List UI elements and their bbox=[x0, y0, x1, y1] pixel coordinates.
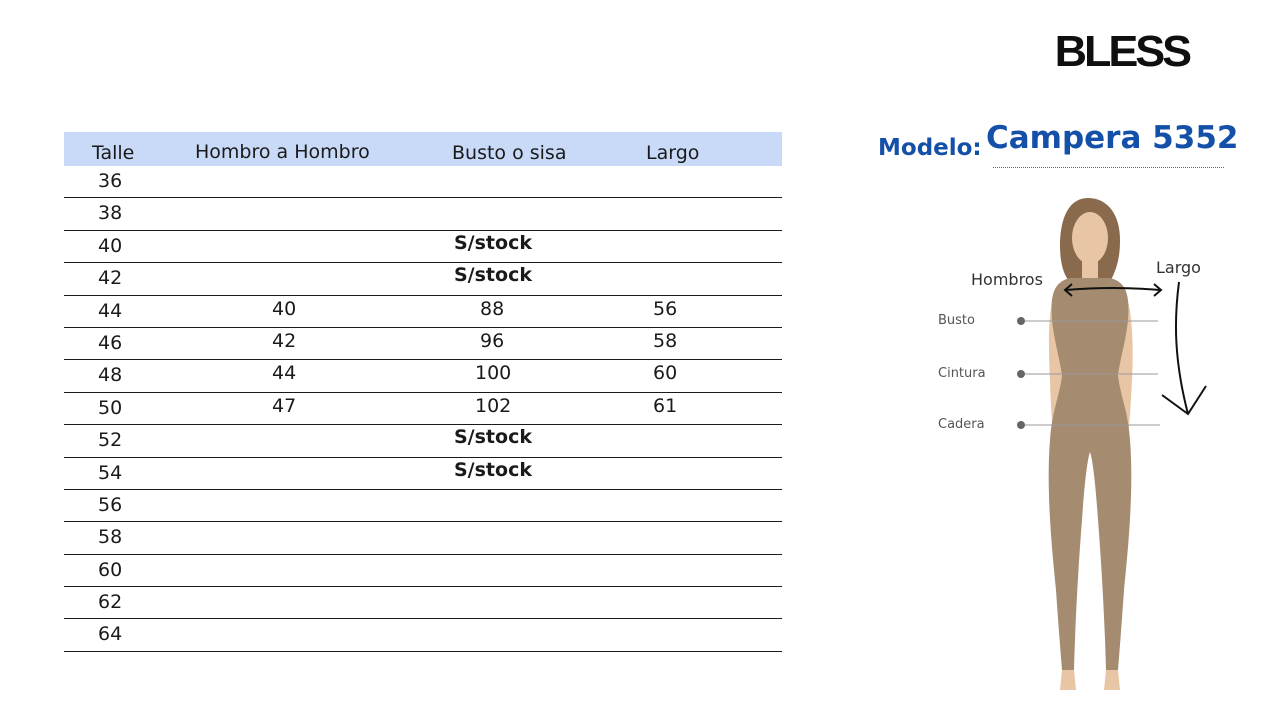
left-foot bbox=[1060, 670, 1076, 690]
cell-talle: 60 bbox=[98, 558, 123, 581]
cell-stock: S/stock bbox=[454, 231, 532, 254]
header-largo: Largo bbox=[646, 142, 700, 164]
busto-dot bbox=[1017, 317, 1025, 325]
table-row bbox=[64, 263, 782, 295]
cell-busto: 96 bbox=[480, 329, 505, 352]
cell-stock: S/stock bbox=[454, 458, 532, 481]
table-row bbox=[64, 360, 782, 392]
bodysuit-shape bbox=[1049, 278, 1132, 670]
largo-arrow bbox=[1176, 282, 1188, 414]
table-row bbox=[64, 587, 782, 619]
label-largo: Largo bbox=[1156, 258, 1201, 277]
model-label: Modelo: bbox=[878, 135, 982, 161]
label-cintura: Cintura bbox=[938, 366, 986, 381]
face-shape bbox=[1072, 212, 1108, 264]
table-row bbox=[64, 555, 782, 587]
table-row bbox=[64, 490, 782, 522]
model-underline bbox=[993, 167, 1224, 168]
table-row bbox=[64, 425, 782, 457]
table-row bbox=[64, 328, 782, 360]
model-name: Campera 5352 bbox=[986, 120, 1239, 156]
right-foot bbox=[1104, 670, 1120, 690]
cell-busto: 88 bbox=[480, 297, 505, 320]
cell-talle: 42 bbox=[98, 267, 123, 290]
table-row bbox=[64, 619, 782, 651]
cadera-dot bbox=[1017, 421, 1025, 429]
cell-talle: 38 bbox=[98, 202, 123, 225]
label-busto: Busto bbox=[938, 313, 975, 328]
cell-talle: 50 bbox=[98, 396, 123, 419]
label-cadera: Cadera bbox=[938, 417, 985, 432]
table-body bbox=[64, 166, 782, 652]
table-row bbox=[64, 522, 782, 554]
cell-talle: 48 bbox=[98, 364, 123, 387]
table-row bbox=[64, 296, 782, 328]
cell-talle: 52 bbox=[98, 429, 123, 452]
cintura-dot bbox=[1017, 370, 1025, 378]
table-row bbox=[64, 458, 782, 490]
cell-hombro: 42 bbox=[272, 329, 297, 352]
size-table bbox=[64, 132, 782, 652]
cell-talle: 44 bbox=[98, 299, 123, 322]
table-row bbox=[64, 166, 782, 198]
cell-talle: 56 bbox=[98, 493, 123, 516]
cell-hombro: 40 bbox=[272, 297, 297, 320]
cell-talle: 40 bbox=[98, 234, 123, 257]
cell-largo: 61 bbox=[653, 394, 678, 417]
cell-hombro: 47 bbox=[272, 394, 297, 417]
cell-talle: 58 bbox=[98, 526, 123, 549]
label-hombros: Hombros bbox=[971, 270, 1043, 289]
cell-talle: 54 bbox=[98, 461, 123, 484]
cell-stock: S/stock bbox=[454, 264, 532, 287]
cell-busto: 100 bbox=[475, 362, 512, 385]
header-busto: Busto o sisa bbox=[452, 142, 567, 164]
table-row bbox=[64, 393, 782, 425]
cell-largo: 58 bbox=[653, 329, 678, 352]
neck-shape bbox=[1082, 260, 1098, 280]
cell-stock: S/stock bbox=[454, 426, 532, 449]
cell-talle: 46 bbox=[98, 331, 123, 354]
header-hombro: Hombro a Hombro bbox=[195, 141, 370, 163]
cell-talle: 64 bbox=[98, 623, 123, 646]
cell-busto: 102 bbox=[475, 394, 512, 417]
table-row bbox=[64, 231, 782, 263]
cell-largo: 56 bbox=[653, 297, 678, 320]
cell-talle: 36 bbox=[98, 170, 123, 192]
table-header bbox=[64, 132, 782, 166]
cell-talle: 62 bbox=[98, 591, 123, 614]
body-measurement-figure bbox=[930, 190, 1230, 700]
header-talle: Talle bbox=[92, 142, 135, 164]
table-row bbox=[64, 198, 782, 230]
cell-hombro: 44 bbox=[272, 362, 297, 385]
cell-largo: 60 bbox=[653, 362, 678, 385]
bless-logo: BLESS bbox=[1054, 27, 1190, 76]
